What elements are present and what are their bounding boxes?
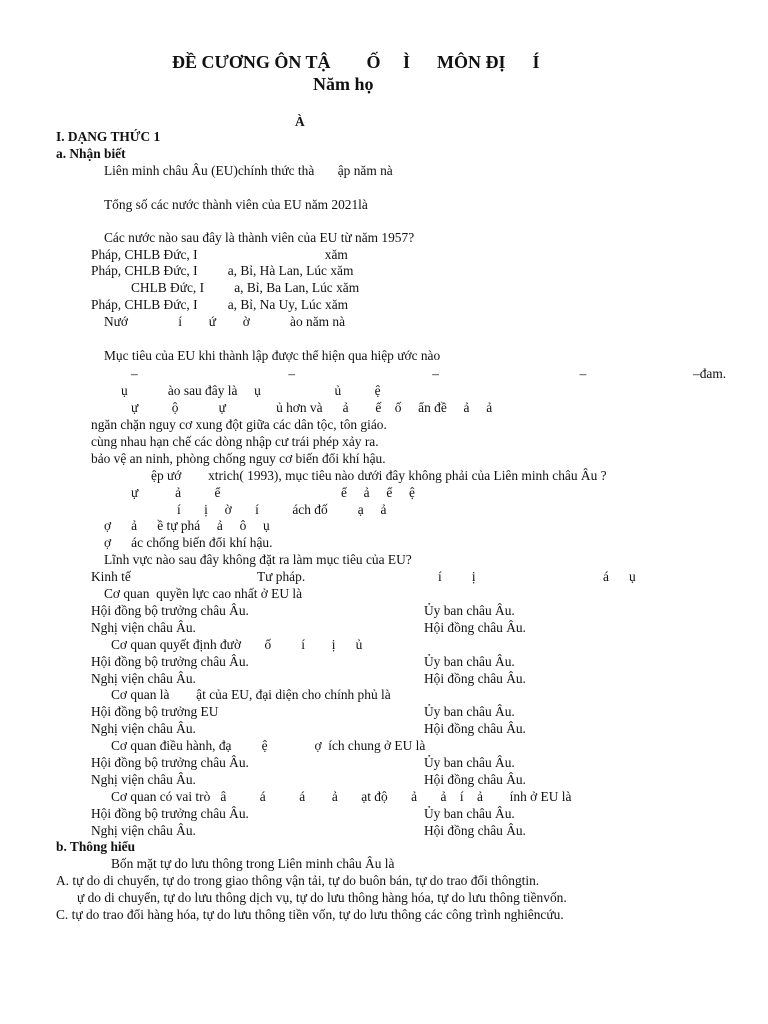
text-line: Ủy ban châu Âu.: [424, 704, 515, 719]
text-line: ợ ả ề tự phá ả ô ụ: [104, 518, 270, 533]
text-line: Cơ quan điều hành, đạ ệ ợ ích chung ở EU là: [111, 738, 426, 753]
text-line: C. tự do trao đổi hàng hóa, tự do lưu thông tiền vốn, tự do lưu thông các công trình nghiêncứu.: [56, 907, 564, 922]
text-line: Các nước nào sau đây là thành viên của EU từ năm 1957?: [104, 230, 415, 245]
text-line: Nghị viện châu Âu.: [91, 620, 196, 635]
text-line: Nghị viện châu Âu.: [91, 721, 196, 736]
text-line: Cơ quan là ật của EU, đại diện cho chính phủ là: [111, 687, 391, 702]
text-line: Ủy ban châu Âu.: [424, 806, 515, 821]
text-line: Hội đồng bộ trưởng EU: [91, 704, 219, 719]
subheading: À: [295, 114, 305, 129]
text-line: í ị: [438, 569, 476, 584]
text-line: A. tự do di chuyển, tự do trong giao thông vận tải, tự do buôn bán, tự do trao đổi thôngtin.: [56, 873, 540, 888]
subsection-heading-b: b. Thông hiểu: [56, 839, 136, 854]
text-line: ngăn chặn nguy cơ xung đột giữa các dân tộc, tôn giáo.: [91, 417, 387, 432]
text-line: í ị ờ í ách đố ạ ả: [177, 502, 387, 517]
text-line: Cơ quan quyết định đườ ố í ị ủ: [111, 637, 363, 652]
text-line: Hội đồng châu Âu.: [424, 620, 526, 635]
text-line: – – – –: [131, 366, 587, 381]
text-line: ự ộ ự ủ hơn và ả ế ố ẩn đề ả ả: [131, 400, 493, 415]
text-line: Hội đồng bộ trưởng châu Âu.: [91, 603, 249, 618]
text-line: Hội đồng bộ trưởng châu Âu.: [91, 654, 249, 669]
text-line: Hội đồng châu Âu.: [424, 671, 526, 686]
text-line: Ủy ban châu Âu.: [424, 654, 515, 669]
text-line: Liên minh châu Âu (EU)chính thức thà ập năm nà: [104, 163, 393, 178]
text-line: ự do di chuyển, tự do lưu thông dịch vụ, tự do lưu thông hàng hóa, tự do lưu thông tiềnvốn.: [77, 890, 567, 905]
text-line: Cơ quan quyền lực cao nhất ở EU là: [104, 586, 303, 601]
text-line: Pháp, CHLB Đức, I a, Bỉ, Na Uy, Lúc xăm: [91, 297, 349, 312]
subsection-heading-a: a. Nhận biết: [56, 146, 126, 161]
text-line: ợ ác chống biến đổi khí hậu.: [104, 535, 273, 550]
text-line: ự ả ể ể ả ể ệ: [131, 485, 415, 500]
section-heading: I. DẠNG THỨC 1: [56, 129, 161, 144]
text-line: Hội đồng bộ trưởng châu Âu.: [91, 806, 249, 821]
text-line: Tổng số các nước thành viên của EU năm 2021là: [104, 197, 368, 212]
text-line: Bốn mặt tự do lưu thông trong Liên minh châu Âu là: [111, 856, 395, 871]
text-line: Cơ quan có vai trò â á á ả ạt độ ả ả í ả ính ở EU là: [111, 789, 572, 804]
text-line: Tư pháp.: [257, 569, 306, 584]
page-subtitle: Năm họ: [313, 74, 374, 94]
text-line: Hội đồng bộ trưởng châu Âu.: [91, 755, 249, 770]
text-line: Kinh tế: [91, 569, 131, 584]
text-line: Ủy ban châu Âu.: [424, 755, 515, 770]
text-line: Nướ í ứ ờ ào năm nà: [104, 314, 346, 329]
text-line: Nghị viện châu Âu.: [91, 671, 196, 686]
text-line: Ủy ban châu Âu.: [424, 603, 515, 618]
text-line: CHLB Đức, I a, Bỉ, Ba Lan, Lúc xăm: [131, 280, 360, 295]
text-line: Pháp, CHLB Đức, I xăm: [91, 247, 348, 262]
text-line: –đam.: [693, 366, 727, 381]
text-line: bảo vệ an ninh, phòng chống nguy cơ biến đổi khí hậu.: [91, 451, 386, 466]
text-line: Nghị viện châu Âu.: [91, 823, 196, 838]
text-line: ụ ào sau đây là ụ ủ ệ: [121, 383, 381, 398]
text-line: Hội đồng châu Âu.: [424, 772, 526, 787]
text-line: Hội đồng châu Âu.: [424, 721, 526, 736]
text-line: Lĩnh vực nào sau đây không đặt ra làm mục tiêu của EU?: [104, 552, 412, 567]
text-line: cùng nhau hạn chế các dòng nhập cư trái phép xảy ra.: [91, 434, 379, 449]
text-line: ệp ướ xtrich( 1993), mục tiêu nào dưới đây không phải của Liên minh châu Âu ?: [151, 468, 607, 483]
text-line: á ụ: [603, 569, 636, 584]
page-title: ĐỀ CƯƠNG ÔN TẬ Ố Ì MÔN ĐỊ Í: [172, 52, 540, 72]
text-line: Nghị viện châu Âu.: [91, 772, 196, 787]
text-line: Hội đồng châu Âu.: [424, 823, 526, 838]
text-line: Mục tiêu của EU khi thành lập được thể hiện qua hiệp ước nào: [104, 348, 441, 363]
text-line: Pháp, CHLB Đức, I a, Bỉ, Hà Lan, Lúc xăm: [91, 263, 354, 278]
